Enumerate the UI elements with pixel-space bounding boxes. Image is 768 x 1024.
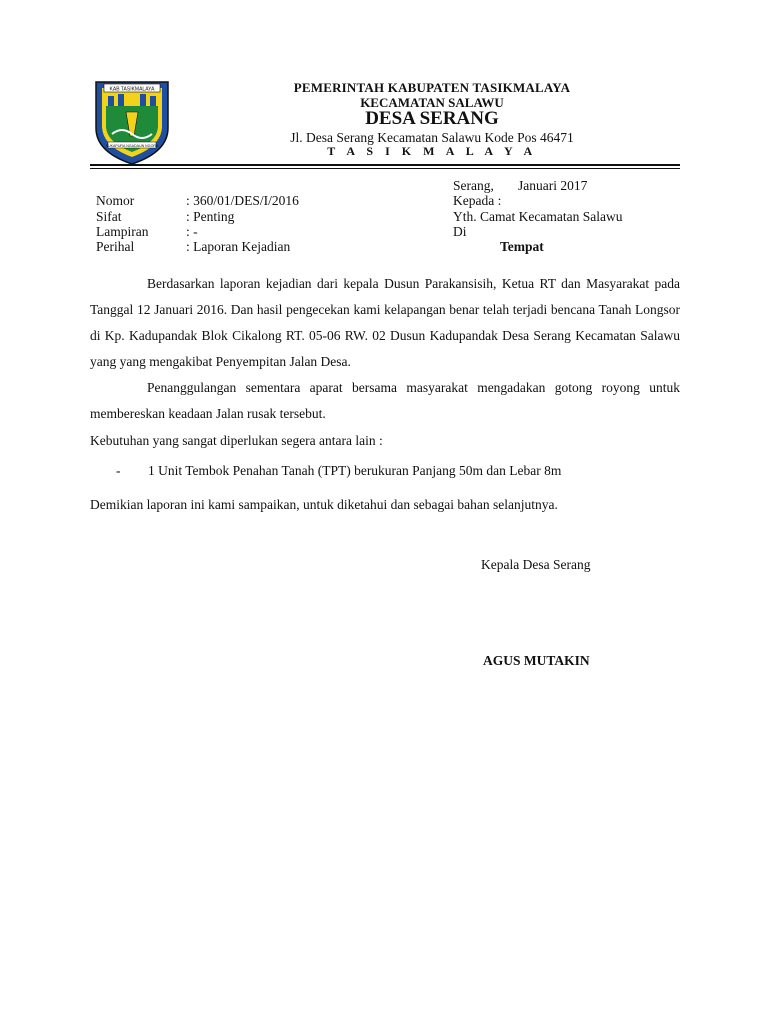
letter-date: Januari 2017 — [518, 178, 588, 193]
meta-value-sifat: : Penting — [186, 209, 235, 224]
meta-value-perihal: : Laporan Kejadian — [186, 239, 291, 254]
meta-label-sifat: Sifat — [96, 209, 122, 224]
list-marker: - — [116, 463, 121, 478]
list-item: 1 Unit Tembok Penahan Tanah (TPT) berukuran Panjang 50m dan Lebar 8m — [148, 463, 562, 478]
letterhead-district: KECAMATAN SALAWU — [360, 95, 504, 110]
signature-name: AGUS MUTAKIN — [483, 653, 590, 668]
body-paragraph-4: Demikian laporan ini kami sampaikan, untuk diketahui dan sebagai bahan selanjutnya. — [90, 497, 558, 512]
letterhead-address: Jl. Desa Serang Kecamatan Salawu Kode Pos 46471 — [290, 130, 574, 145]
recipient-place: Tempat — [500, 239, 544, 254]
body-paragraph-2: Penanggulangan sementara aparat bersama masyarakat mengadakan gotong royong untuk membereskan keadaan Jalan rusak tersebut. — [90, 380, 680, 421]
emblem-motto-text: SUKAPURA NGADAUN NGORA — [105, 143, 159, 148]
meta-label-perihal: Perihal — [96, 239, 135, 254]
recipient-di: Di — [453, 224, 467, 239]
meta-label-lampiran: Lampiran — [96, 224, 149, 239]
regency-emblem — [90, 76, 174, 166]
recipient-name: Yth. Camat Kecamatan Salawu — [453, 209, 623, 224]
meta-value-lampiran: : - — [186, 224, 198, 239]
recipient-to: Kepada : — [453, 193, 502, 208]
letterhead-government: PEMERINTAH KABUPATEN TASIKMALAYA — [293, 80, 571, 95]
letterhead-rule-thick — [90, 164, 680, 166]
letterhead-village: DESA SERANG — [365, 108, 499, 129]
letterhead-city: T A S I K M A L A Y A — [327, 144, 537, 158]
body-paragraph-1: Berdasarkan laporan kejadian dari kepala Dusun Parakansisih, Ketua RT dan Masyarakat pada Tanggal 12 Januari 2016. Dan hasil pengecekan kami kelapangan benar telah terjadi bencana Tanah Longsor di Kp. Kadupandak Blok Cikalong RT. 05-06 RW. 02 Dusun Kadupandak Desa Serang Kecamatan Salawu yang yang mengakibat Penyempitan Jalan Desa. — [90, 276, 680, 369]
emblem-banner-text: KAB TASIKMALAYA — [109, 86, 155, 93]
meta-value-nomor: : 360/01/DES/I/2016 — [186, 193, 299, 208]
letterhead-rule-thin — [90, 168, 680, 169]
meta-label-nomor: Nomor — [96, 193, 135, 208]
body-paragraph-3: Kebutuhan yang sangat diperlukan segera antara lain : — [90, 433, 383, 448]
signature-title: Kepala Desa Serang — [481, 557, 591, 572]
letter-place: Serang, — [453, 178, 494, 193]
